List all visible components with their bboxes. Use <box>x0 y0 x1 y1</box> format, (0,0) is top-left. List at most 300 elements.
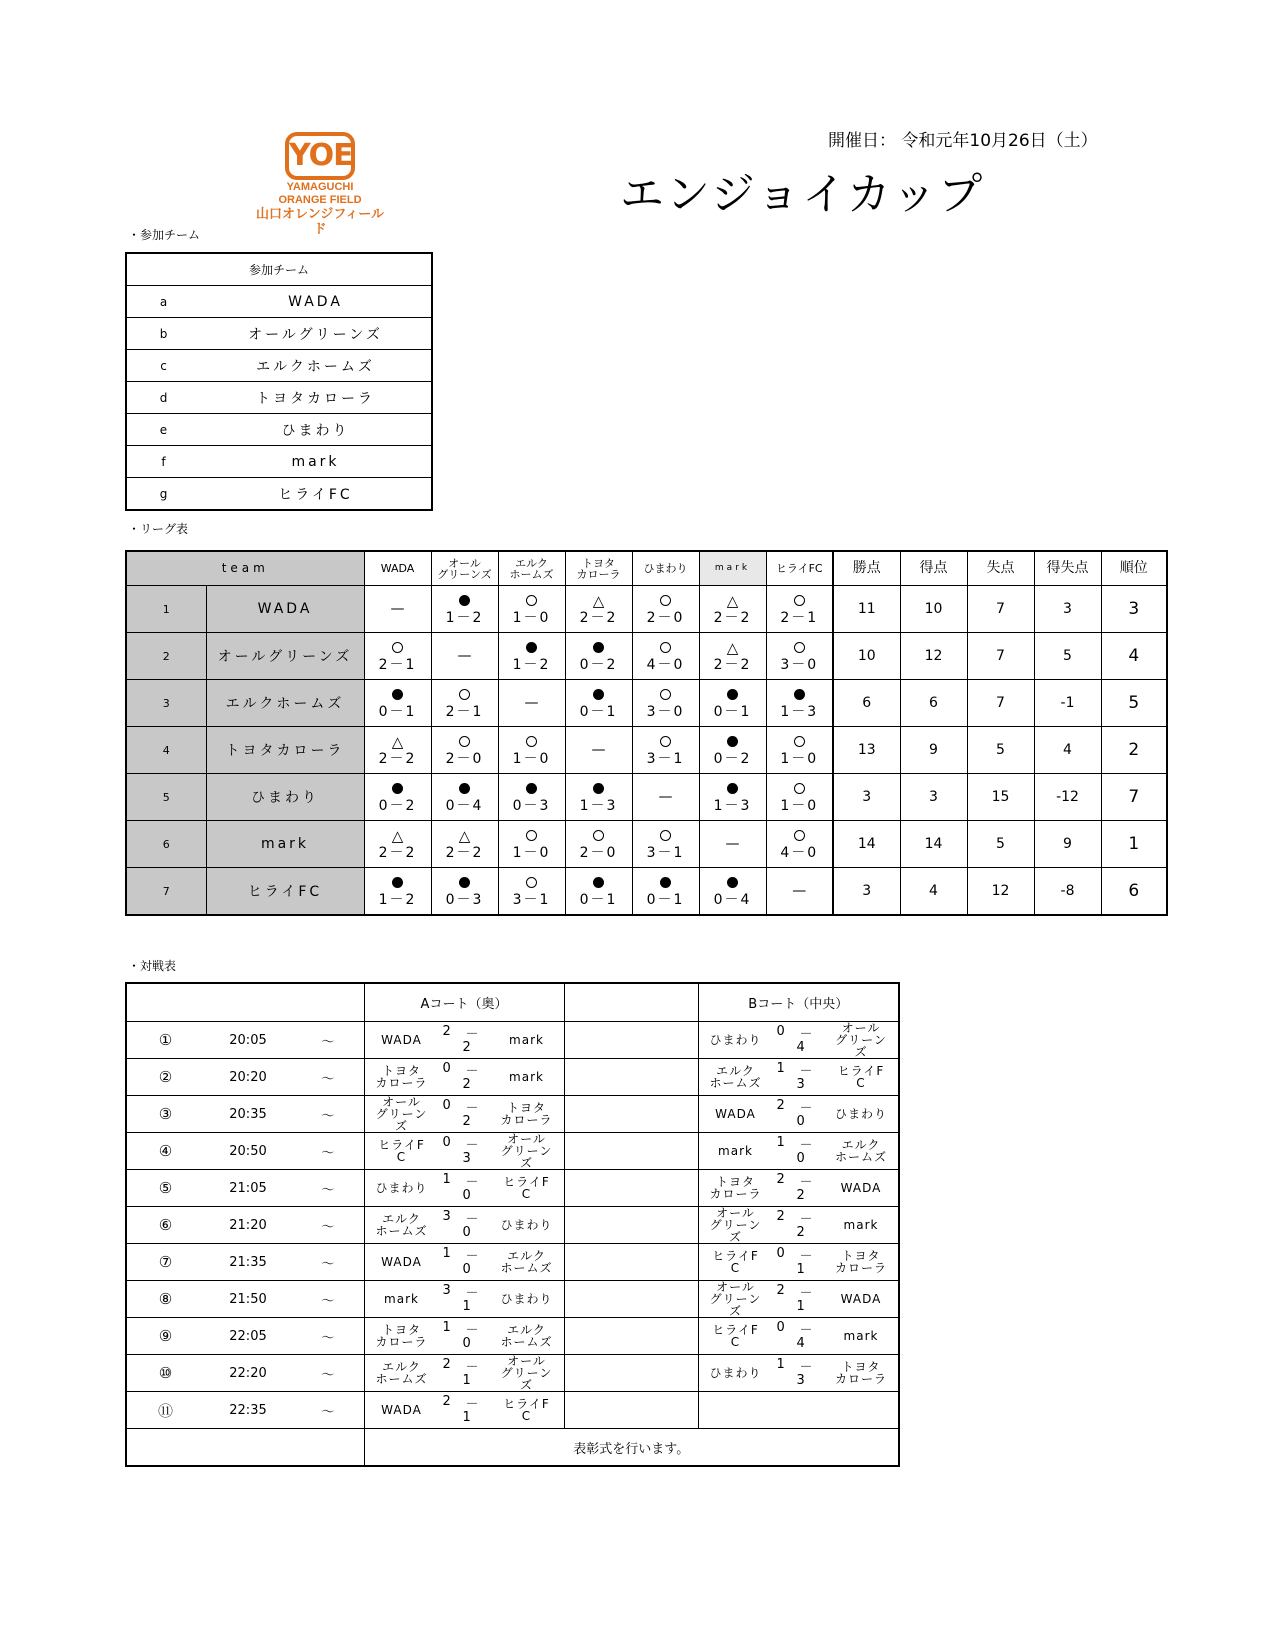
league-stat-cell: 6 <box>833 680 900 727</box>
match-team-1: エルク ホームズ <box>709 1064 762 1090</box>
loss-icon <box>365 687 431 704</box>
match-team-2: オール グリーン ズ <box>500 1132 553 1170</box>
match-score-1: 0 <box>442 1135 451 1150</box>
league-stat-cell: 14 <box>833 821 900 868</box>
league-col-header: mark <box>699 551 766 586</box>
match-score-2: 3 <box>796 1077 805 1092</box>
gap-cell <box>564 1392 698 1429</box>
team-row <box>126 286 432 318</box>
league-stat-cell: 4 <box>900 868 967 916</box>
match-team-2: mark <box>843 1329 879 1343</box>
match-score-2: 1 <box>462 1410 471 1425</box>
time-tilde: ～ <box>292 1170 364 1207</box>
match-cell <box>364 1133 564 1170</box>
league-result-cell <box>766 633 833 680</box>
match-team-1: ヒライF C <box>712 1249 759 1275</box>
loss-icon <box>566 781 632 798</box>
league-result-cell <box>632 774 699 821</box>
schedule-table <box>125 982 900 1467</box>
result-score: 3－1 <box>512 891 551 908</box>
result-score: 2－0 <box>445 750 484 767</box>
match-team-1: オール グリーン ズ <box>709 1280 762 1318</box>
match-team-1: トヨタ カローラ <box>375 1323 428 1349</box>
team-name: オールグリーンズ <box>200 318 432 350</box>
result-score: 0－1 <box>579 891 618 908</box>
schedule-row <box>126 1096 899 1133</box>
league-row-team: エルクホームズ <box>206 680 364 727</box>
match-cell <box>364 1244 564 1281</box>
league-col-header: WADA <box>364 551 431 586</box>
schedule-row <box>126 1392 899 1429</box>
league-result-cell <box>699 774 766 821</box>
gap-cell <box>564 1133 698 1170</box>
score-dash: － <box>465 1101 479 1116</box>
match-team-1: エルク ホームズ <box>375 1212 428 1238</box>
league-stat-cell: 12 <box>967 868 1034 916</box>
league-result-cell <box>431 586 498 633</box>
match-number: ⑦ <box>126 1244 204 1281</box>
match-score-1: 2 <box>776 1172 785 1187</box>
match-score-1: 1 <box>776 1135 785 1150</box>
league-stat-cell: 13 <box>833 727 900 774</box>
match-score-2: 2 <box>796 1188 805 1203</box>
team-name: ヒライFC <box>200 478 432 511</box>
schedule-row <box>126 1059 899 1096</box>
draw-icon: △ <box>726 591 739 610</box>
match-score-2: 2 <box>462 1077 471 1092</box>
league-row-number: 2 <box>126 633 206 680</box>
win-icon <box>767 828 833 845</box>
match-score-2: 3 <box>796 1373 805 1388</box>
event-date: 開催日： 令和元年10月26日（土） <box>828 131 1098 151</box>
league-result-cell <box>431 774 498 821</box>
draw-icon: △ <box>726 638 739 657</box>
league-result-cell <box>699 586 766 633</box>
league-result-cell <box>498 680 565 727</box>
loss-icon <box>432 875 498 892</box>
logo-line-2: ORANGE FIELD <box>278 194 362 206</box>
league-row <box>126 727 1167 774</box>
loss-icon <box>432 781 498 798</box>
result-score: 2－2 <box>378 750 417 767</box>
team-key: b <box>126 318 200 350</box>
league-row <box>126 680 1167 727</box>
win-icon <box>432 734 498 751</box>
league-row-team: WADA <box>206 586 364 633</box>
league-row <box>126 774 1167 821</box>
league-result-cell <box>498 586 565 633</box>
result-score: 1－0 <box>512 844 551 861</box>
league-stat-cell: 7 <box>967 633 1034 680</box>
match <box>699 1022 899 1058</box>
match-team-1: オール グリーン ズ <box>375 1095 428 1133</box>
result-score: 3－0 <box>646 703 685 720</box>
match-team-2: エルク ホームズ <box>500 1323 553 1349</box>
league-table <box>125 550 1168 916</box>
match-score-2: 0 <box>796 1151 805 1166</box>
win-icon <box>432 687 498 704</box>
match-cell <box>364 1096 564 1133</box>
league-result-cell <box>766 868 833 916</box>
result-score: 2－2 <box>713 609 752 626</box>
result-score: 0－3 <box>512 797 551 814</box>
league-row <box>126 868 1167 916</box>
score-dash: － <box>465 1286 479 1301</box>
team-row <box>126 414 432 446</box>
match-score-2: 1 <box>462 1299 471 1314</box>
league-stat-cell: 5 <box>1034 633 1101 680</box>
league-stat-cell: 11 <box>833 586 900 633</box>
team-key: d <box>126 382 200 414</box>
match-number: ⑩ <box>126 1355 204 1392</box>
loss-icon <box>499 781 565 798</box>
result-score: 3－0 <box>780 656 819 673</box>
league-stat-cell: 9 <box>900 727 967 774</box>
league-stat-cell: 10 <box>900 586 967 633</box>
match-score-1: 2 <box>442 1357 451 1372</box>
match-score-1: 2 <box>442 1394 451 1409</box>
teams-table <box>125 252 433 511</box>
match <box>699 1355 899 1391</box>
no-match-dash: — <box>725 836 740 852</box>
league-result-cell <box>565 868 632 916</box>
match-team-2: トヨタ カローラ <box>834 1249 887 1275</box>
section-label-teams: ・参加チーム <box>128 228 201 242</box>
league-stat-cell: 12 <box>900 633 967 680</box>
loss-icon <box>700 875 766 892</box>
match-team-1: トヨタ カローラ <box>709 1175 762 1201</box>
match-team-1: ひまわり <box>375 1181 428 1195</box>
match-time: 22:35 <box>204 1392 292 1429</box>
league-result-cell <box>632 727 699 774</box>
match-score-2: 0 <box>462 1336 471 1351</box>
result-score: 2－1 <box>445 703 484 720</box>
league-stat-cell: 1 <box>1101 821 1167 868</box>
league-row-number: 3 <box>126 680 206 727</box>
league-stat-cell: 5 <box>1101 680 1167 727</box>
result-score: 2－0 <box>646 609 685 626</box>
match-team-2: トヨタ カローラ <box>500 1101 553 1127</box>
gap-cell <box>564 1096 698 1133</box>
match-team-1: オール グリーン ズ <box>709 1206 762 1244</box>
league-stat-header: 勝点 <box>833 551 900 586</box>
time-tilde: ～ <box>292 1318 364 1355</box>
score-dash: － <box>799 1064 813 1079</box>
time-tilde: ～ <box>292 1392 364 1429</box>
league-result-cell <box>766 774 833 821</box>
league-result-cell <box>766 727 833 774</box>
match-cell <box>698 1244 899 1281</box>
match-number: ② <box>126 1059 204 1096</box>
match-score-2: 1 <box>462 1373 471 1388</box>
match-cell <box>698 1022 899 1059</box>
league-result-cell <box>699 633 766 680</box>
league-result-cell <box>632 586 699 633</box>
schedule-row <box>126 1022 899 1059</box>
gap-cell <box>564 1059 698 1096</box>
score-dash: － <box>799 1323 813 1338</box>
league-result-cell <box>431 821 498 868</box>
league-stat-cell: 3 <box>1034 586 1101 633</box>
match-score-1: 2 <box>776 1209 785 1224</box>
match-time: 22:05 <box>204 1318 292 1355</box>
team-key: a <box>126 286 200 318</box>
league-stat-header: 失点 <box>967 551 1034 586</box>
match-score-1: 2 <box>442 1024 451 1039</box>
no-match-dash: — <box>457 648 472 664</box>
score-dash: － <box>465 1138 479 1153</box>
match <box>365 1281 564 1317</box>
loss-icon <box>633 875 699 892</box>
league-row-number: 5 <box>126 774 206 821</box>
match-time: 20:05 <box>204 1022 292 1059</box>
league-stat-cell: 3 <box>833 868 900 916</box>
result-score: 0－1 <box>646 891 685 908</box>
team-name: トヨタカローラ <box>200 382 432 414</box>
win-icon <box>633 828 699 845</box>
match-team-2: mark <box>509 1033 544 1047</box>
schedule-header-blank <box>126 983 364 1022</box>
score-dash: － <box>465 1175 479 1190</box>
score-dash: － <box>465 1249 479 1264</box>
teams-header-row <box>126 253 432 286</box>
no-match-dash: — <box>390 601 405 617</box>
match-score-1: 1 <box>442 1172 451 1187</box>
league-result-cell <box>565 727 632 774</box>
match-score-2: 2 <box>796 1225 805 1240</box>
match-team-1: mark <box>384 1292 419 1306</box>
match-time: 20:35 <box>204 1096 292 1133</box>
time-tilde: ～ <box>292 1244 364 1281</box>
match-score-2: 0 <box>462 1262 471 1277</box>
league-stat-cell: 14 <box>900 821 967 868</box>
league-row-number: 4 <box>126 727 206 774</box>
match-team-2: ひまわり <box>834 1107 887 1121</box>
league-result-cell <box>364 586 431 633</box>
team-row <box>126 446 432 478</box>
result-score: 1－0 <box>780 797 819 814</box>
win-icon <box>633 640 699 657</box>
loss-icon <box>365 781 431 798</box>
win-icon <box>767 781 833 798</box>
time-tilde: ～ <box>292 1059 364 1096</box>
match-cell <box>364 1022 564 1059</box>
loss-icon <box>700 687 766 704</box>
team-row <box>126 478 432 511</box>
match <box>365 1207 564 1243</box>
match-number: ⑤ <box>126 1170 204 1207</box>
time-tilde: ～ <box>292 1022 364 1059</box>
match-cell <box>698 1059 899 1096</box>
gap-cell <box>564 1355 698 1392</box>
result-score: 1－2 <box>378 891 417 908</box>
match-team-2: mark <box>843 1218 879 1232</box>
result-score: 1－0 <box>780 750 819 767</box>
loss-icon <box>432 593 498 610</box>
gap-cell <box>564 1318 698 1355</box>
league-row-team: オールグリーンズ <box>206 633 364 680</box>
league-stat-cell: 3 <box>833 774 900 821</box>
win-icon <box>767 734 833 751</box>
match-team-2: エルク ホームズ <box>834 1138 887 1164</box>
match-time: 21:05 <box>204 1170 292 1207</box>
score-dash: － <box>799 1286 813 1301</box>
match-score-1: 1 <box>442 1246 451 1261</box>
win-icon <box>767 640 833 657</box>
match-cell <box>364 1281 564 1318</box>
league-result-cell <box>766 586 833 633</box>
match <box>365 1318 564 1354</box>
loss-icon <box>566 875 632 892</box>
gap-cell <box>564 1022 698 1059</box>
league-row <box>126 821 1167 868</box>
match-cell <box>364 1170 564 1207</box>
match-cell <box>364 1207 564 1244</box>
result-score: 1－3 <box>713 797 752 814</box>
match-number: ④ <box>126 1133 204 1170</box>
match-cell <box>698 1281 899 1318</box>
loss-icon <box>700 734 766 751</box>
league-stat-cell: 6 <box>900 680 967 727</box>
league-result-cell <box>364 727 431 774</box>
match-score-2: 1 <box>796 1262 805 1277</box>
result-score: 2－2 <box>713 656 752 673</box>
match <box>365 1392 564 1428</box>
score-dash: － <box>799 1101 813 1116</box>
match <box>699 1207 899 1243</box>
score-dash: － <box>799 1027 813 1042</box>
no-match-dash: — <box>591 742 606 758</box>
match-time: 20:20 <box>204 1059 292 1096</box>
match-team-2: エルク ホームズ <box>500 1249 553 1275</box>
loss-icon <box>700 781 766 798</box>
league-result-cell <box>431 727 498 774</box>
result-score: 1－3 <box>579 797 618 814</box>
match-team-2: ヒライF C <box>837 1064 885 1090</box>
result-score: 2－2 <box>378 844 417 861</box>
result-score: 1－0 <box>512 750 551 767</box>
match-score-1: 2 <box>776 1098 785 1113</box>
time-tilde: ～ <box>292 1355 364 1392</box>
league-stat-cell: 5 <box>967 727 1034 774</box>
result-score: 0－1 <box>378 703 417 720</box>
no-match-dash: — <box>658 789 673 805</box>
time-tilde: ～ <box>292 1133 364 1170</box>
match-cell <box>364 1318 564 1355</box>
match <box>365 1096 564 1132</box>
score-dash: － <box>799 1138 813 1153</box>
schedule-header-row <box>126 983 899 1022</box>
match-team-1: mark <box>718 1144 753 1158</box>
match-score-1: 0 <box>776 1246 785 1261</box>
match-score-2: 3 <box>462 1151 471 1166</box>
draw-icon: △ <box>391 826 404 845</box>
league-stat-cell: 4 <box>1034 727 1101 774</box>
result-score: 0－4 <box>713 891 752 908</box>
result-score: 0－1 <box>579 703 618 720</box>
match-team-1: WADA <box>715 1107 756 1121</box>
league-result-cell <box>498 774 565 821</box>
match-team-2: ひまわり <box>500 1218 553 1232</box>
win-icon <box>633 593 699 610</box>
win-icon <box>499 734 565 751</box>
match-team-2: オール グリーン ズ <box>835 1021 887 1059</box>
league-result-cell <box>565 774 632 821</box>
result-score: 1－2 <box>512 656 551 673</box>
league-row <box>126 633 1167 680</box>
league-result-cell <box>699 727 766 774</box>
league-result-cell <box>565 821 632 868</box>
match-time: 22:20 <box>204 1355 292 1392</box>
loss-icon <box>566 640 632 657</box>
match-team-1: エルク ホームズ <box>375 1360 428 1386</box>
result-score: 1－0 <box>512 609 551 626</box>
match <box>699 1318 899 1354</box>
schedule-row <box>126 1281 899 1318</box>
match-score-2: 0 <box>796 1114 805 1129</box>
team-key: e <box>126 414 200 446</box>
win-icon <box>499 593 565 610</box>
league-result-cell <box>699 680 766 727</box>
match-score-1: 2 <box>776 1283 785 1298</box>
result-score: 0－1 <box>713 703 752 720</box>
league-result-cell <box>364 633 431 680</box>
league-result-cell <box>364 821 431 868</box>
team-row <box>126 350 432 382</box>
league-stat-header: 得失点 <box>1034 551 1101 586</box>
league-result-cell <box>498 633 565 680</box>
league-row <box>126 586 1167 633</box>
league-stat-cell: 2 <box>1101 727 1167 774</box>
league-stat-cell: 3 <box>900 774 967 821</box>
match-team-1: ひまわり <box>709 1033 762 1047</box>
league-result-cell <box>699 868 766 916</box>
team-name: WADA <box>200 286 432 318</box>
league-row-number: 7 <box>126 868 206 916</box>
match-cell <box>698 1207 899 1244</box>
court-a-header: Aコート（奥） <box>364 983 564 1022</box>
league-result-cell <box>632 868 699 916</box>
league-result-cell <box>498 868 565 916</box>
match <box>365 1244 564 1280</box>
league-row-team: mark <box>206 821 364 868</box>
score-dash: － <box>799 1175 813 1190</box>
schedule-footer-row <box>126 1429 899 1467</box>
section-label-league: ・リーグ表 <box>128 522 189 536</box>
result-score: 0－2 <box>378 797 417 814</box>
match-cell <box>364 1392 564 1429</box>
loss-icon <box>767 687 833 704</box>
score-dash: － <box>465 1027 479 1042</box>
match-score-1: 3 <box>442 1209 451 1224</box>
result-score: 2－0 <box>579 844 618 861</box>
league-row-number: 6 <box>126 821 206 868</box>
league-result-cell <box>632 680 699 727</box>
win-icon <box>633 734 699 751</box>
team-row <box>126 318 432 350</box>
match-cell <box>364 1059 564 1096</box>
match <box>365 1059 564 1095</box>
result-score: 0－4 <box>445 797 484 814</box>
match-score-2: 0 <box>462 1225 471 1240</box>
result-score: 4－0 <box>780 844 819 861</box>
league-stat-header: 得点 <box>900 551 967 586</box>
match-score-2: 0 <box>462 1188 471 1203</box>
league-stat-cell: -12 <box>1034 774 1101 821</box>
win-icon <box>566 828 632 845</box>
league-result-cell <box>498 821 565 868</box>
result-score: 1－3 <box>780 703 819 720</box>
